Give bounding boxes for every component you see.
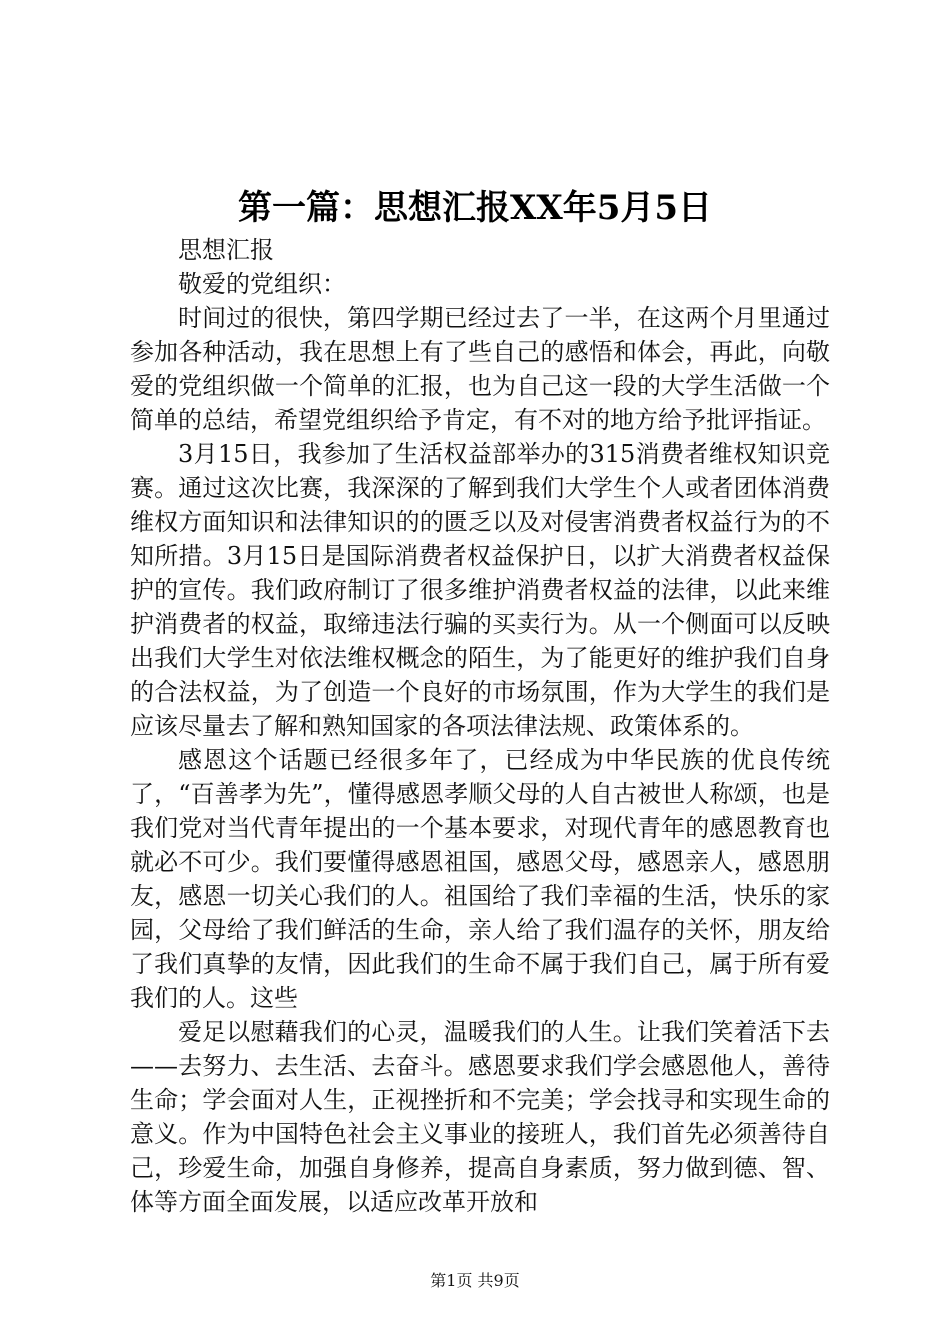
paragraph: 3月15日，我参加了生活权益部举办的315消费者维权知识竞赛。通过这次比赛，我深深的了解到我们大学生个人或者团体消费维权方面知识和法律知识的的匮乏以及对侵害消费者权益行为的不知所措。3月15日是国际消费者权益保护日，以扩大消费者权益保护的宣传。我们政府制订了很多维护消费者权益的法律，以此来维护消费者的权益，取缔违法行骗的买卖行为。从一个侧面可以反映出我们大学生对依法维权概念的陌生，为了能更好的维护我们自身的合法权益，为了创造一个良好的市场氛围，作为大学生的我们是应该尽量去了解和熟知国家的各项法律法规、政策体系的。 <box>130 440 830 740</box>
document-body <box>130 233 830 1219</box>
paragraph-heading: 思想汇报 <box>178 236 274 264</box>
page-footer: 第1页 共9页 <box>430 1271 520 1290</box>
document-title: 第一篇：思想汇报XX年5月5日 <box>237 188 713 228</box>
paragraph: 感恩这个话题已经很多年了，已经成为中华民族的优良传统了，“百善孝为先”，懂得感恩孝顺父母的人自古被世人称颂，也是我们党对当代青年提出的一个基本要求，对现代青年的感恩教育也就必不可少。我们要懂得感恩祖国，感恩父母，感恩亲人，感恩朋友，感恩一切关心我们的人。祖国给了我们幸福的生活，快乐的家园，父母给了我们鲜活的生命，亲人给了我们温存的关怀，朋友给了我们真挚的友情，因此我们的生命不属于我们自己，属于所有爱我们的人。这些 <box>130 746 830 1012</box>
paragraph: 时间过的很快，第四学期已经过去了一半，在这两个月里通过参加各种活动，我在思想上有了些自己的感悟和体会，再此，向敬爱的党组织做一个简单的汇报，也为自己这一段的大学生活做一个简单的总结，希望党组织给予肯定，有不对的地方给予批评指证。 <box>130 304 830 434</box>
paragraph-salutation: 敬爱的党组织： <box>178 270 346 298</box>
paragraph: 爱足以慰藉我们的心灵，温暖我们的人生。让我们笑着活下去——去努力、去生活、去奋斗。感恩要求我们学会感恩他人，善待生命；学会面对人生，正视挫折和不完美；学会找寻和实现生命的意义。作为中国特色社会主义事业的接班人，我们首先必须善待自己，珍爱生命，加强自身修养，提高自身素质，努力做到德、智、体等方面全面发展，以适应改革开放和 <box>130 1018 830 1216</box>
